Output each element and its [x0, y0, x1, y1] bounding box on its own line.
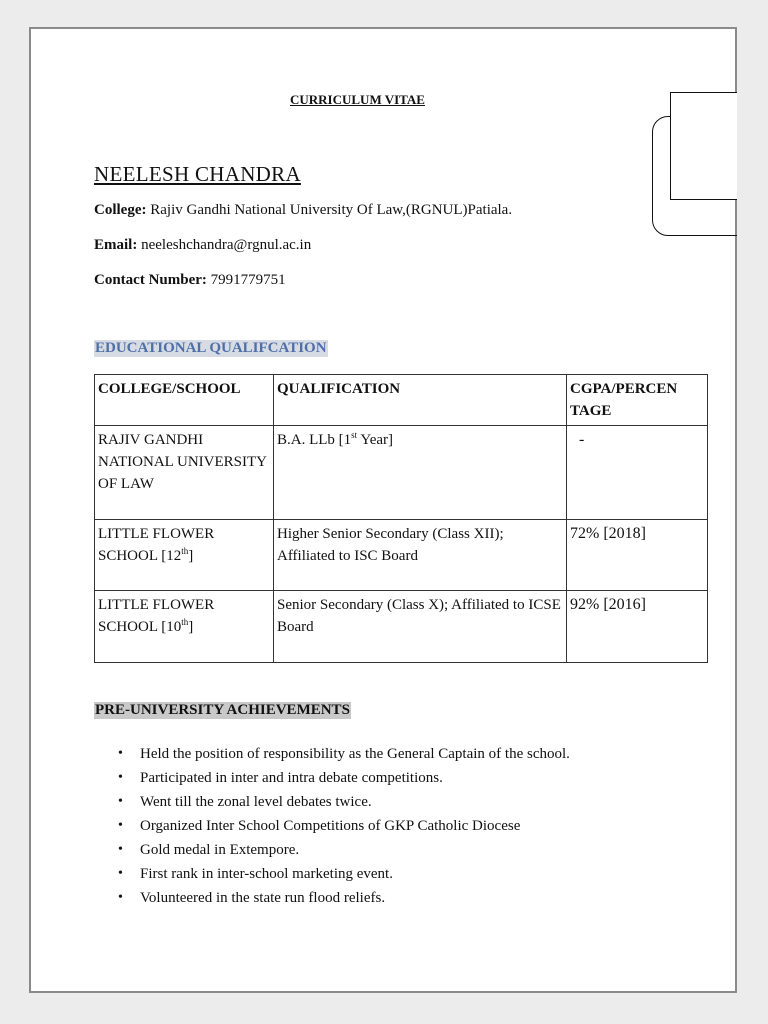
table-row	[95, 520, 708, 591]
college-line	[94, 202, 512, 219]
achievement-text: Gold medal in Extempore.	[140, 842, 300, 858]
achievement-text: Volunteered in the state run flood reliefs.	[140, 890, 386, 906]
cell-qualification	[274, 591, 567, 663]
header-qualification: QUALIFICATION	[274, 375, 567, 426]
school-sup: th	[181, 546, 189, 556]
achievement-text: First rank in inter-school marketing event.	[140, 866, 393, 882]
qual-suffix: Year]	[357, 432, 394, 448]
achievements-heading: PRE-UNIVERSITY ACHIEVEMENTS	[95, 702, 350, 718]
contact-value: 7991779751	[210, 272, 286, 288]
college-label: College:	[94, 202, 147, 218]
bullet-icon: •	[118, 794, 123, 809]
email-value: neeleshchandra@rgnul.ac.in	[141, 237, 312, 253]
page-margin-right	[737, 0, 768, 1024]
table-header-row	[95, 375, 708, 426]
cell-score: -	[567, 426, 708, 520]
list-item	[118, 766, 570, 790]
list-item	[118, 886, 570, 910]
achievement-text: Participated in inter and intra debate competitions.	[140, 770, 443, 786]
list-item	[118, 742, 570, 766]
list-item	[118, 814, 570, 838]
school-sup: th	[181, 617, 189, 627]
bullet-icon: •	[118, 890, 123, 905]
list-item	[118, 790, 570, 814]
education-table	[94, 374, 708, 663]
achievement-text: Organized Inter School Competitions of GKP Catholic Diocese	[140, 818, 521, 834]
contact-line	[94, 272, 286, 289]
list-item	[118, 838, 570, 862]
college-value: Rajiv Gandhi National University Of Law,(RGNUL)Patiala.	[150, 202, 513, 218]
document-title: CURRICULUM VITAE	[290, 92, 425, 107]
achievements-list	[94, 742, 570, 910]
header-cgpa-percentage: CGPA/PERCEN TAGE	[567, 375, 708, 426]
header-college-school: COLLEGE/SCHOOL	[95, 375, 274, 426]
candidate-name: NEELESH CHANDRA	[94, 162, 301, 186]
school-text: LITTLE FLOWER SCHOOL [10	[98, 597, 215, 635]
bullet-icon: •	[118, 770, 123, 785]
cell-school	[95, 591, 274, 663]
list-item	[118, 862, 570, 886]
school-text: RAJIV GANDHI NATIONAL UNIVERSITY OF LAW	[98, 432, 267, 492]
bullet-icon: •	[118, 746, 123, 761]
qual-text: Higher Senior Secondary (Class XII); Affiliated to ISC Board	[277, 526, 504, 564]
achievement-text: Held the position of responsibility as the General Captain of the school.	[140, 746, 570, 762]
achievement-text: Went till the zonal level debates twice.	[140, 794, 372, 810]
qual-text: B.A. LLb [1	[277, 432, 352, 448]
contact-label: Contact Number:	[94, 272, 207, 288]
cell-qualification	[274, 426, 567, 520]
bullet-icon: •	[118, 818, 123, 833]
qual-sup: st	[351, 430, 358, 440]
cell-qualification	[274, 520, 567, 591]
qual-text: Senior Secondary (Class X); Affiliated to ICSE Board	[277, 597, 561, 635]
school-suffix: ]	[188, 619, 194, 635]
cv-page	[29, 27, 737, 993]
cell-score: 92% [2016]	[567, 591, 708, 663]
cell-school	[95, 426, 274, 520]
cell-score: 72% [2018]	[567, 520, 708, 591]
school-text: LITTLE FLOWER SCHOOL [12	[98, 526, 215, 564]
email-line	[94, 237, 311, 254]
email-label: Email:	[94, 237, 138, 253]
table-row	[95, 591, 708, 663]
table-row	[95, 426, 708, 520]
education-heading: EDUCATIONAL QUALIFCATION	[95, 340, 327, 356]
bullet-icon: •	[118, 866, 123, 881]
bullet-icon: •	[118, 842, 123, 857]
school-suffix: ]	[188, 548, 194, 564]
cell-school	[95, 520, 274, 591]
